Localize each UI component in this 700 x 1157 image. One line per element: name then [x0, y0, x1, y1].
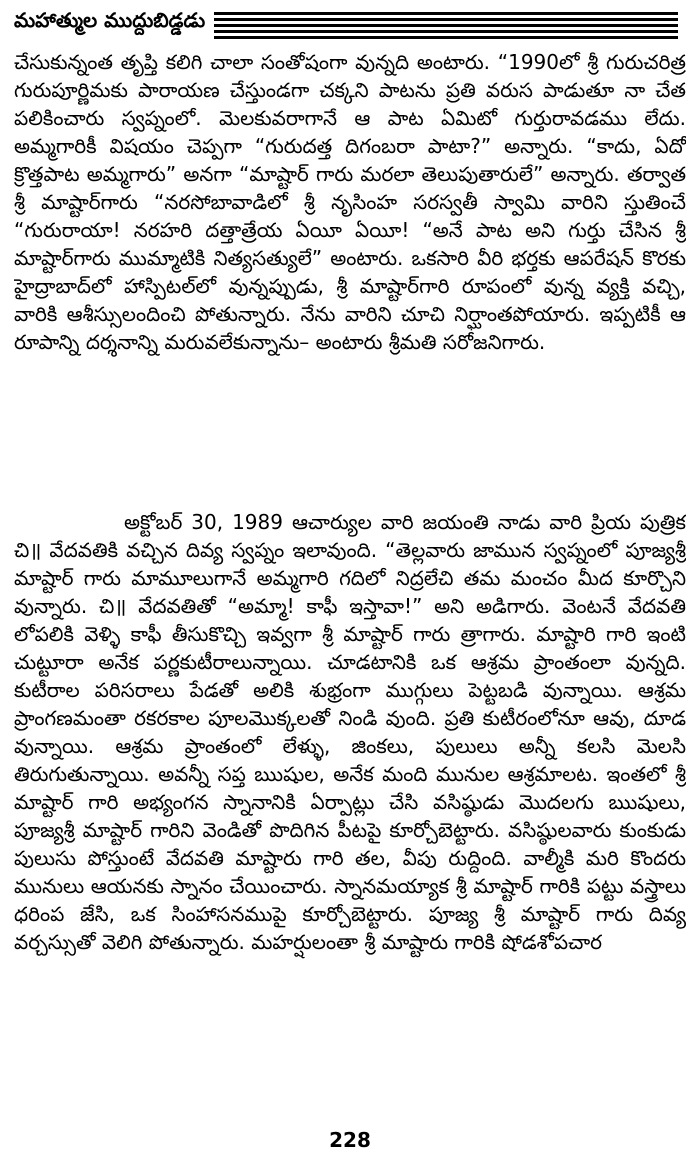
page-header	[0, 6, 700, 46]
page-number: 228	[329, 1128, 371, 1152]
header-rule	[214, 24, 678, 27]
header-rule	[214, 36, 678, 39]
paragraph-text: అక్టోబర్ 30, 1989 ఆచార్యుల వారి జయంతి నాడు వారి ప్రియ పుత్రిక చి॥ వేదవతికి వచ్చిన దివ్య స్వప్నం ఇలావుంది. “తెల్లవారు జామున స్వప్నంలో పూజ్యశ్రీ మాష్టార్ గారు మామూలుగానే అమ్మగారి గదిలో నిద్రలేచి తమ మంచం మీద కూర్చొని వున్నారు. చి॥ వేదవతితో “అమ్మా! కాఫీ ఇస్తావా!” అని అడిగారు. వెంటనే వేదవతి లోపలికి వెళ్ళి కాఫీ తీసుకొచ్చి ఇవ్వగా శ్రీ మాష్టార్ గారు త్రాగారు. మాష్టారి గారి ఇంటి చుట్టూరా అనేక పర్ణకుటీరాలున్నాయి. చూడటానికి ఒక ఆశ్రమ ప్రాంతంలా వున్నది. కుటీరాల పరిసరాలు పేడతో అలికి శుభ్రంగా ముగ్గులు పెట్టబడి వున్నాయి. ఆశ్రమ ప్రాంగణమంతా రకరకాల పూలమొక్కలతో నిండి వుంది. ప్రతి కుటీరంలోనూ ఆవు, దూడ వున్నాయి. ఆశ్రమ ప్రాంతంలో లేళ్ళు, జింకలు, పులులు అన్నీ కలసి మెలసి తిరుగుతున్నాయి. అవన్నీ సప్త ఋషుల, అనేక మంది మునుల ఆశ్రమాలట. ఇంతలో శ్రీ మాష్టార్ గారి అభ్యంగన స్నానానికి ఏర్పాట్లు చేసి వసిష్ఠుడు మొదలగు ఋషులు, పూజ్యశ్రీ మాష్టార్ గారిని వెండితో పొదిగిన పీటపై కూర్చోబెట్టారు. వసిష్ఠులవారు కుంకుడు పులుసు పోస్తుంటే వేదవతి మాష్టారు గారి తల, వీపు రుద్దింది. వాల్మీకి మరి కొందరు మునులు ఆయనకు స్నానం చేయించారు. స్నానమయ్యాక శ్రీ మాష్టార్ గారికి పట్టు వస్త్రాలు ధరింప జేసి, ఒక సింహాసనముపై కూర్చోబెట్టారు. పూజ్య శ్రీ మాష్టార్ గారు దివ్య వర్చస్సుతో వెలిగి పోతున్నారు. మహర్షులంతా శ్రీ మాష్టారు గారికి షోడశోపచార	[14, 510, 686, 954]
paragraph-2	[14, 508, 686, 1124]
running-title: మహాత్ముల ముద్దుబిడ్డడు	[14, 8, 206, 32]
paragraph-1	[14, 48, 686, 496]
header-rule	[214, 12, 678, 15]
header-rules	[214, 12, 678, 42]
paragraph-text: చేసుకున్నంత తృప్తి కలిగి చాలా సంతోషంగా వున్నది అంటారు. “1990లో శ్రీ గురుచరిత్ర గురుపూర్ణిమకు పారాయణ చేస్తుండగా చక్కని పాటను ప్రతి వరుస పాడుతూ నా చేత పలికించారు స్వప్నంలో. మెలకువరాగానే ఆ పాట ఏమిటో గుర్తురావడము లేదు. అమ్మగారికీ విషయం చెప్పగా “గురుదత్త దిగంబరా పాటా?” అన్నారు. “కాదు, ఏదో క్రొత్తపాట అమ్మగారు” అనగా “మాష్టార్ గారు మరలా తెలుపుతారులే” అన్నారు. తర్వాత శ్రీ మాష్టార్‌గారు “నరసోబావాడిలో శ్రీ నృసింహ సరస్వతీ స్వామి వారిని స్తుతించే “గురురాయా! నరహరి దత్తాత్రేయ ఏయీ ఏయీ! “అనే పాట అని గుర్తు చేసిన శ్రీ మాష్టార్‌గారు ముమ్మాటికి నిత్యసత్యులే” అంటారు. ఒకసారి వీరి భర్తకు ఆపరేషన్ కొరకు హైద్రాబాద్‌లో హాస్పిటల్‌లో వున్నప్పుడు, శ్రీ మాష్టార్‌గారి రూపంలో వున్న వ్యక్తి వచ్చి, వారికి ఆశీస్సులందించి పోతున్నారు. నేను వారిని చూచి నిర్ఘాంతపోయారు. ఇప్పటికీ ఆ రూపాన్ని దర్శనాన్ని మరువలేకున్నాను– అంటారు శ్రీమతి సరోజనిగారు.	[14, 50, 686, 354]
header-rule	[214, 30, 678, 33]
body-text	[14, 48, 686, 1124]
header-rule	[214, 18, 678, 21]
